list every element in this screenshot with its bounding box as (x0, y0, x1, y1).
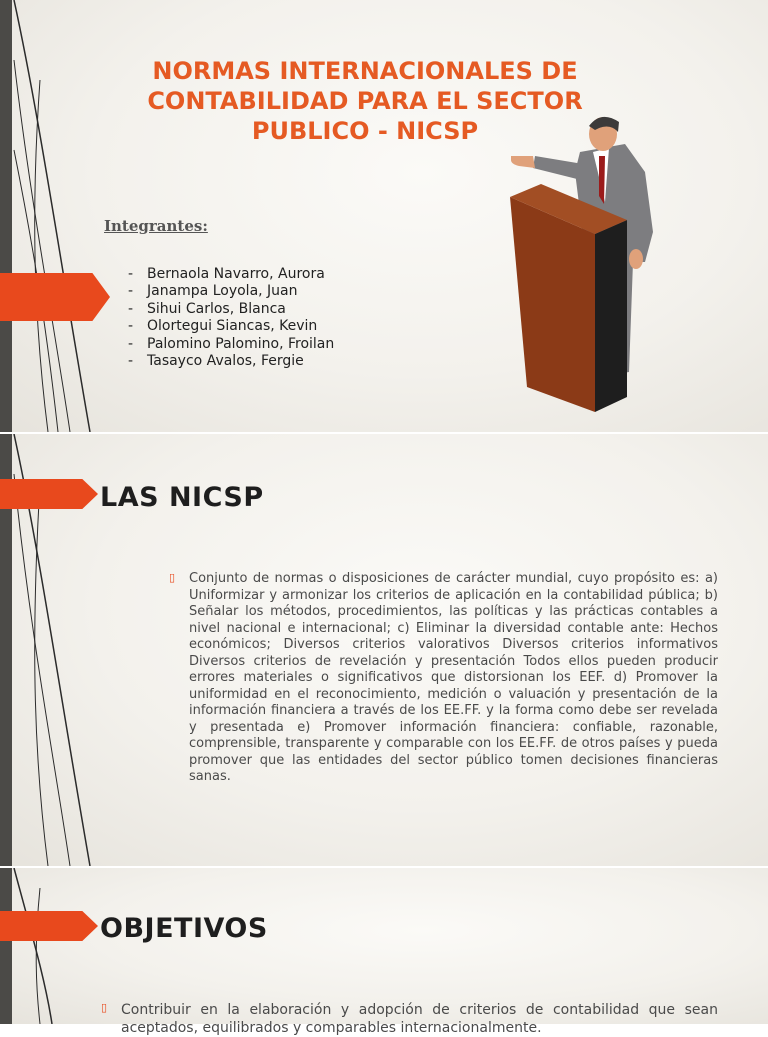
bullet-icon: ▯ (101, 1001, 108, 1014)
integrantes-label: Integrantes: (104, 217, 208, 235)
slide-title: NORMAS INTERNACIONALES DE CONTABILIDAD PARA EL SECTOR PUBLICO - NICSP (147, 57, 583, 145)
member-item: - Bernaola Navarro, Aurora (128, 266, 325, 282)
member-item: - Sihui Carlos, Blanca (128, 300, 286, 317)
member-item: - Janampa Loyola, Juan (128, 283, 298, 300)
slide-heading: OBJETIVOS (100, 913, 268, 944)
accent-arrow (0, 273, 110, 321)
left-sidebar-bar (0, 868, 12, 1024)
body-paragraph: Contribuir en la elaboración y adopción de criterios de contabilidad que sean aceptados, equilibrados y comparables internacionalmente. (121, 1002, 718, 1036)
slide-heading: LAS NICSP (100, 482, 264, 513)
bullet-icon: ▯ (169, 571, 176, 584)
slide-1 (0, 0, 768, 432)
left-sidebar-bar (0, 0, 12, 432)
member-item: - Palomino Palomino, Froilan (128, 335, 335, 352)
body-paragraph: Conjunto de normas o disposiciones de carácter mundial, cuyo propósito es: a) Uniformizar y armonizar los criterios de aplicación en la contabilidad pública; b) Señalar los métodos, procedimientos, las políticas y las prácticas contables a nivel nacional e internacional; c) Eliminar la diversidad contable ante: Hechos económicos; Diversos criterios valorativos Diversos criterios informativos Diversos criterios de revelación y presentación Todos ellos pueden producir errores materiales o significativos que distorsionan los EEF. d) Promover la uniformidad en el reconocimiento, medición o valuación y presentación de la información financiera a través de los EE.FF. y la forma como debe ser revelada y presentada e) Promover información financiera: confiable, razonable, comprensible, transparente y comparable con los EE.FF. de otros países y pueda promover que las entidades del sector público tomen decisiones financieras sanas. (189, 571, 718, 784)
members-list (128, 266, 334, 370)
member-item: - Olortegui Siancas, Kevin (128, 318, 318, 335)
speaker-at-podium-illustration (505, 112, 665, 417)
accent-arrow (0, 911, 98, 941)
accent-arrow (0, 479, 98, 509)
decorative-curves (0, 0, 120, 432)
member-item: - Tasayco Avalos, Fergie (128, 353, 304, 370)
